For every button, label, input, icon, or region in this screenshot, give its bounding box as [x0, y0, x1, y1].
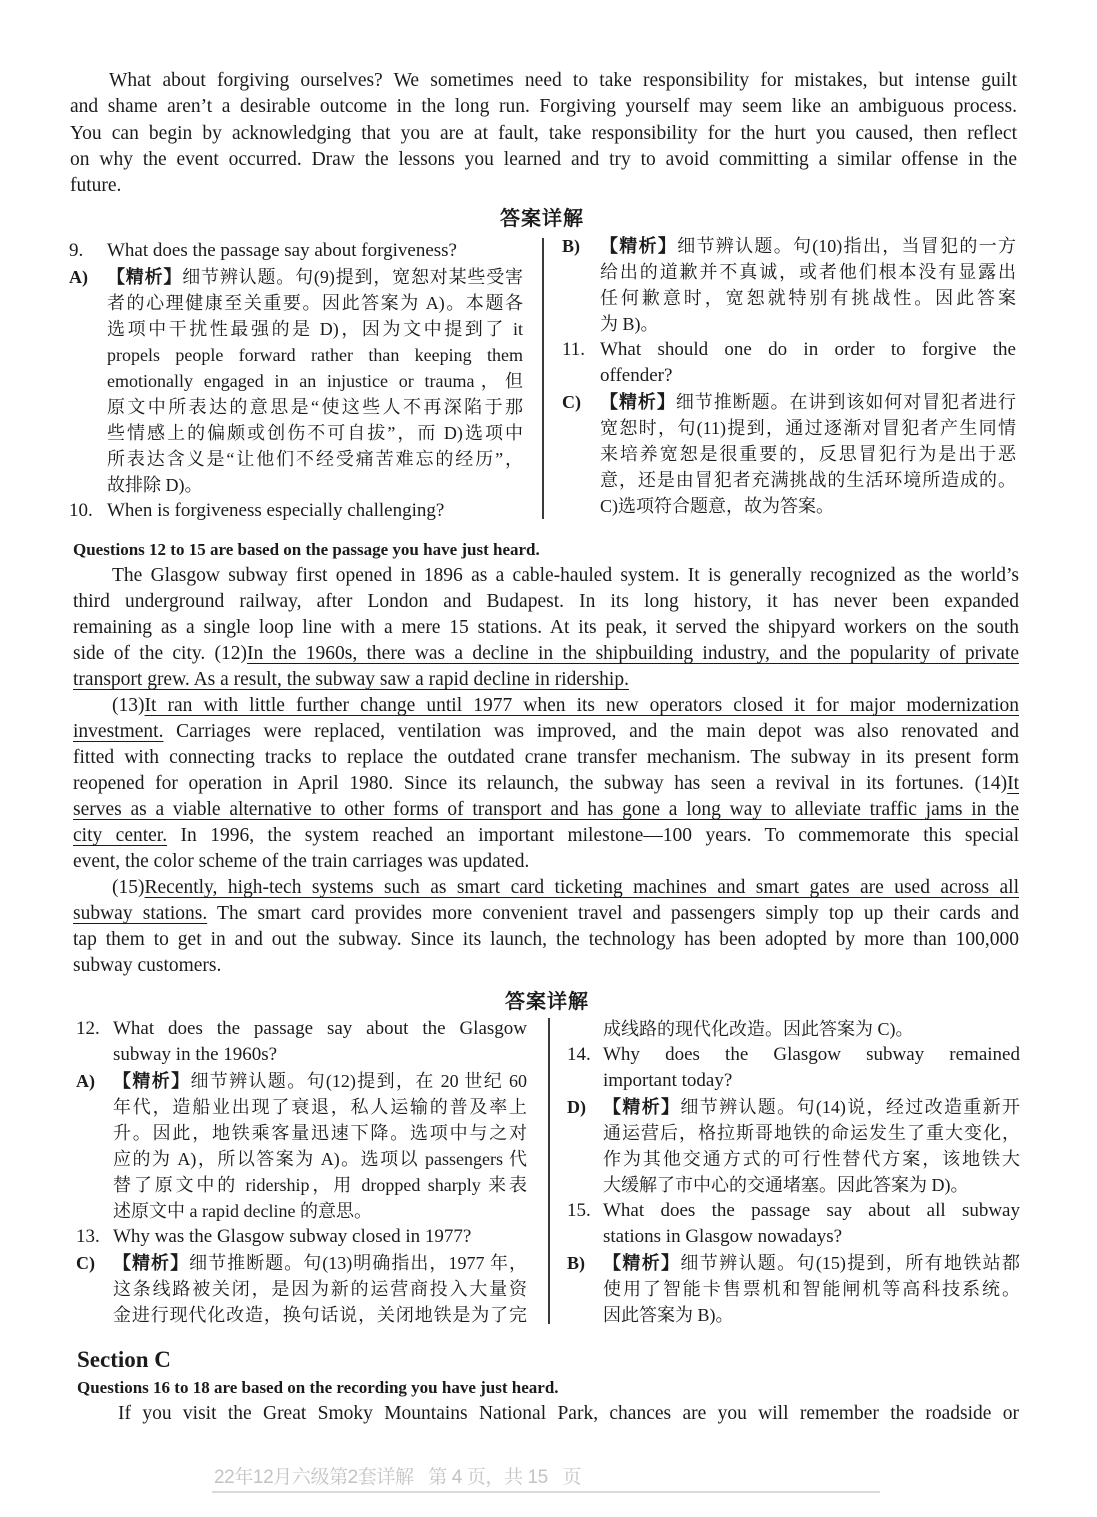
passage-line: If you visit the Great Smoky Mountains National Park, chances are you will remember the roadside or — [118, 1403, 1019, 1424]
passage-smoky-mountains — [77, 1401, 1019, 1427]
answer-explanation-line: propels people forward rather than keeping them — [107, 345, 523, 365]
question-13 — [76, 1224, 527, 1250]
answer-key: C) — [562, 392, 581, 412]
question-number: 10. — [69, 500, 93, 521]
answers2-right-column — [567, 1016, 1020, 1328]
answers1-left-column — [69, 238, 523, 524]
question-12 — [76, 1016, 527, 1042]
question-text: important today? — [603, 1070, 733, 1091]
answer-explanation-line — [600, 389, 1016, 415]
answer-text: 细节辨认题。句(10)指出，当冒犯的一方 — [677, 236, 1016, 256]
answer-explanation-line: 大缓解了市中心的交通堵塞。因此答案为 D)。 — [603, 1175, 969, 1195]
analysis-tag: 【精析】 — [603, 1097, 681, 1117]
answer-explanation-line: 因此答案为 B)。 — [603, 1305, 734, 1325]
passage-line: What about forgiving ourselves? We sometimes need to take responsibility for mistakes, but intense guilt — [109, 70, 1017, 91]
answer-explanation-line: 些情感上的偏颇或创伤不可自拔”，而 D)选项中 — [107, 423, 523, 443]
passage-line: future. — [70, 175, 122, 197]
passage-line: and shame aren’t a desirable outcome in the long run. Forgiving yourself may seem like an ambiguous process. — [70, 96, 1017, 118]
answer-key: A) — [69, 267, 88, 287]
answer-text: 细节辨认题。句(15)提到，所有地铁站都 — [680, 1253, 1020, 1273]
answer-explanation-line: 给出的道歉并不真诚，或者他们根本没有显露出 — [600, 262, 1016, 282]
column-divider — [548, 1018, 550, 1324]
answer-explanation-line: 成线路的现代化改造。因此答案为 C)。 — [603, 1019, 914, 1039]
question-text: What does the passage say about the Glasgow — [113, 1018, 527, 1039]
question-text: What does the passage say about forgiveness? — [107, 240, 457, 261]
page-footer: 22年12月六级第2套详解 第 4 页，共 15 页 — [214, 1467, 582, 1488]
underlined-key-sentence: In the 1960s, there was a decline in the shipbuilding industry, and the popularity of private — [247, 643, 1019, 664]
underlined-key-sentence: It — [1007, 773, 1019, 794]
questions-12-15-header: Questions 12 to 15 are based on the passage you have just heard. — [73, 540, 540, 559]
underlined-key-sentence: serves as a viable alternative to other forms of transport and has gone a long way to alleviate traffic jams in the — [73, 799, 1019, 820]
answer-11 — [562, 389, 1016, 415]
passage-line — [73, 875, 1019, 901]
passage-glasgow-subway — [73, 563, 1019, 979]
plain-text: (13) — [112, 695, 145, 716]
answer-key: A) — [76, 1071, 95, 1091]
underlined-key-sentence: It ran with little further change until 1977 when its new operators closed it for major modernization — [144, 695, 1019, 716]
question-number: 12. — [76, 1018, 100, 1039]
answers2-left-column — [76, 1016, 527, 1328]
passage-line: on why the event occurred. Draw the lessons you learned and try to avoid committing a similar offense in the — [70, 148, 1017, 170]
passage-forgiveness — [70, 68, 1017, 199]
analysis-tag: 【精析】 — [113, 1071, 191, 1091]
answer-text: 细节推断题。在讲到该如何对冒犯者进行 — [675, 392, 1017, 412]
analysis-tag: 【精析】 — [113, 1253, 190, 1273]
answer-9 — [69, 264, 523, 290]
answer-12 — [76, 1068, 527, 1094]
answer-explanation-line: 替了原文中的 ridership，用 dropped sharply 来表 — [113, 1175, 527, 1195]
plain-text: In 1996, the system reached an important milestone—100 years. To commemorate this special — [167, 825, 1019, 846]
underlined-key-sentence: transport grew. As a result, the subway saw a rapid decline in ridership. — [73, 669, 629, 690]
answer-10 — [562, 233, 1016, 259]
question-number: 11. — [562, 339, 586, 360]
question-9 — [69, 238, 523, 264]
answer-explanation-line: 为 B)。 — [600, 314, 659, 334]
analysis-tag: 【精析】 — [600, 392, 676, 412]
answer-explanation-line: 使用了智能卡售票机和智能闸机等高科技系统。 — [603, 1279, 1020, 1299]
answer-explanation-line: 通运营后，格拉斯哥地铁的命运发生了重大变化， — [603, 1123, 1020, 1143]
answer-text: 细节推断题。句(13)明确指出，1977 年， — [189, 1253, 527, 1273]
answer-14 — [567, 1094, 1020, 1120]
answer-explanation-line: 来培养宽恕是很重要的，反思冒犯行为是出于恶 — [600, 444, 1016, 464]
underlined-key-sentence: city center. — [73, 825, 168, 846]
analysis-tag: 【精析】 — [603, 1253, 681, 1273]
passage-line — [73, 693, 1019, 719]
answer-explanation-line: emotionally engaged in an injustice or trauma，但 — [107, 371, 523, 391]
question-text: What should one do in order to forgive the — [600, 339, 1016, 360]
plain-text: reopened for operation in April 1980. Since its relaunch, the subway has seen a revival in its fortunes. (14) — [73, 773, 1008, 794]
answer-explanation-line: 作为其他交通方式的可行性替代方案，该地铁大 — [603, 1149, 1020, 1169]
question-text: subway in the 1960s? — [113, 1044, 278, 1065]
answer-text: 细节辨认题。句(9)提到，宽恕对某些受害 — [182, 267, 523, 287]
passage-line: remaining as a single loop line with a mere 15 stations. At its peak, it served the shipyard workers on the south — [73, 617, 1019, 638]
answer-explanation-line: 原文中所表达的意思是“使这些人不再深陷于那 — [107, 397, 523, 417]
section-c-title: Section C — [77, 1347, 171, 1372]
answer-explanation-line: 年代，造船业出现了衰退，私人运输的普及率上 — [113, 1097, 527, 1117]
passage-line: fitted with connecting tracks to replace the outdated crane transfer mechanism. The subway in its present form — [73, 747, 1019, 768]
question-number: 14. — [567, 1044, 591, 1065]
column-divider — [542, 238, 544, 519]
passage-line — [73, 797, 1019, 823]
answer-explanation-line: 者的心理健康至关重要。因此答案为 A)。本题各 — [107, 293, 523, 313]
answer-explanation-line: 应的为 A)，所以答案为 A)。选项以 passengers 代 — [113, 1149, 527, 1169]
answer-explanation-line: 选项中干扰性最强的是 D)，因为文中提到了 it — [107, 319, 523, 339]
answer-13 — [76, 1250, 527, 1276]
answer-text: 细节辨认题。句(14)说，经过改造重新开 — [680, 1097, 1020, 1117]
answer-explanation-line — [600, 233, 1016, 259]
answer-explanation-line: 任何歉意时，宽恕就特别有挑战性。因此答案 — [600, 288, 1016, 308]
passage-line: You can begin by acknowledging that you are at fault, take responsibility for the hurt you caused, then reflect — [70, 122, 1017, 144]
answers1-right-column — [562, 233, 1016, 519]
passage-line — [73, 719, 1019, 745]
answer-15 — [567, 1250, 1020, 1276]
plain-text: side of the city. (12) — [73, 643, 248, 664]
question-11 — [562, 337, 1016, 363]
answer-key: B) — [562, 236, 580, 256]
answer-explanation-line: 故排除 D)。 — [107, 475, 203, 495]
question-text: When is forgiveness especially challenging? — [107, 500, 445, 521]
answer-explanation-line: 意，还是由冒犯者充满挑战的生活环境所造成的。 — [600, 470, 1016, 490]
passage-line: third underground railway, after London and Budapest. In its long history, it has never been expanded — [73, 591, 1019, 612]
answer-explanation-line: 所表达含义是“让他们不经受痛苦难忘的经历”， — [107, 449, 523, 469]
answer-text: 细节辨认题。句(12)提到，在 20 世纪 60 — [190, 1071, 527, 1091]
passage-line — [73, 823, 1019, 849]
answer-explanation-line — [603, 1250, 1020, 1276]
answer-explanation-line — [603, 1094, 1020, 1120]
answer-explanation-line: 这条线路被关闭，是因为新的运营商投入大量资 — [113, 1279, 527, 1299]
passage-line — [73, 667, 1019, 693]
question-text: offender? — [600, 365, 673, 386]
answer-explanation-line — [107, 264, 523, 290]
question-number: 15. — [567, 1200, 591, 1221]
passage-line — [73, 641, 1019, 667]
answer-key: D) — [567, 1097, 586, 1117]
passage-line: tap them to get in and out the subway. Since its launch, the technology has been adopted by more than 100,000 — [73, 929, 1019, 950]
question-14 — [567, 1042, 1020, 1068]
question-text: Why was the Glasgow subway closed in 1977? — [113, 1226, 472, 1247]
answer-section-heading: 答案详解 — [505, 991, 589, 1013]
question-number: 9. — [69, 240, 84, 261]
questions-16-18-header: Questions 16 to 18 are based on the recording you have just heard. — [77, 1378, 559, 1397]
answer-section-heading: 答案详解 — [500, 208, 584, 230]
answer-explanation-line: 金进行现代化改造，换句话说，关闭地铁是为了完 — [113, 1305, 527, 1325]
question-15 — [567, 1198, 1020, 1224]
plain-text: The smart card provides more convenient travel and passengers simply top up their cards and — [207, 903, 1019, 924]
underlined-key-sentence: subway stations. — [73, 903, 208, 924]
answer-key: B) — [567, 1253, 585, 1273]
question-number: 13. — [76, 1226, 100, 1247]
plain-text: (15) — [112, 877, 145, 898]
passage-line — [73, 901, 1019, 927]
question-text: What does the passage say about all subway — [603, 1200, 1020, 1221]
analysis-tag: 【精析】 — [107, 267, 183, 287]
answer-explanation-line: 述原文中 a rapid decline 的意思。 — [113, 1201, 372, 1221]
answer-explanation-line — [113, 1250, 527, 1276]
passage-line: subway customers. — [73, 955, 222, 976]
answer-explanation-line — [113, 1068, 527, 1094]
question-10 — [69, 498, 523, 524]
passage-line: The Glasgow subway first opened in 1896 as a cable-hauled system. It is generally recognized as the world’s — [112, 565, 1019, 586]
question-text: stations in Glasgow nowadays? — [603, 1226, 843, 1247]
answer-explanation-line: 宽恕时，句(11)提到，通过逐渐对冒犯者产生同情 — [600, 418, 1016, 438]
question-text: Why does the Glasgow subway remained — [603, 1044, 1020, 1065]
answer-key: C) — [76, 1253, 95, 1273]
analysis-tag: 【精析】 — [600, 236, 678, 256]
answer-explanation-line: 升。因此，地铁乘客量迅速下降。选项中与之对 — [113, 1123, 527, 1143]
passage-line: event, the color scheme of the train carriages was updated. — [73, 851, 530, 872]
answer-explanation-line: C)选项符合题意，故为答案。 — [600, 496, 834, 516]
underlined-key-sentence: investment. — [73, 721, 164, 742]
footer-underline — [212, 1491, 880, 1493]
passage-line — [73, 771, 1019, 797]
plain-text: Carriages were replaced, ventilation was improved, and the main depot was also renovated and — [163, 721, 1019, 742]
underlined-key-sentence: Recently, high-tech systems such as smart card ticketing machines and smart gates are used across all — [144, 877, 1019, 898]
